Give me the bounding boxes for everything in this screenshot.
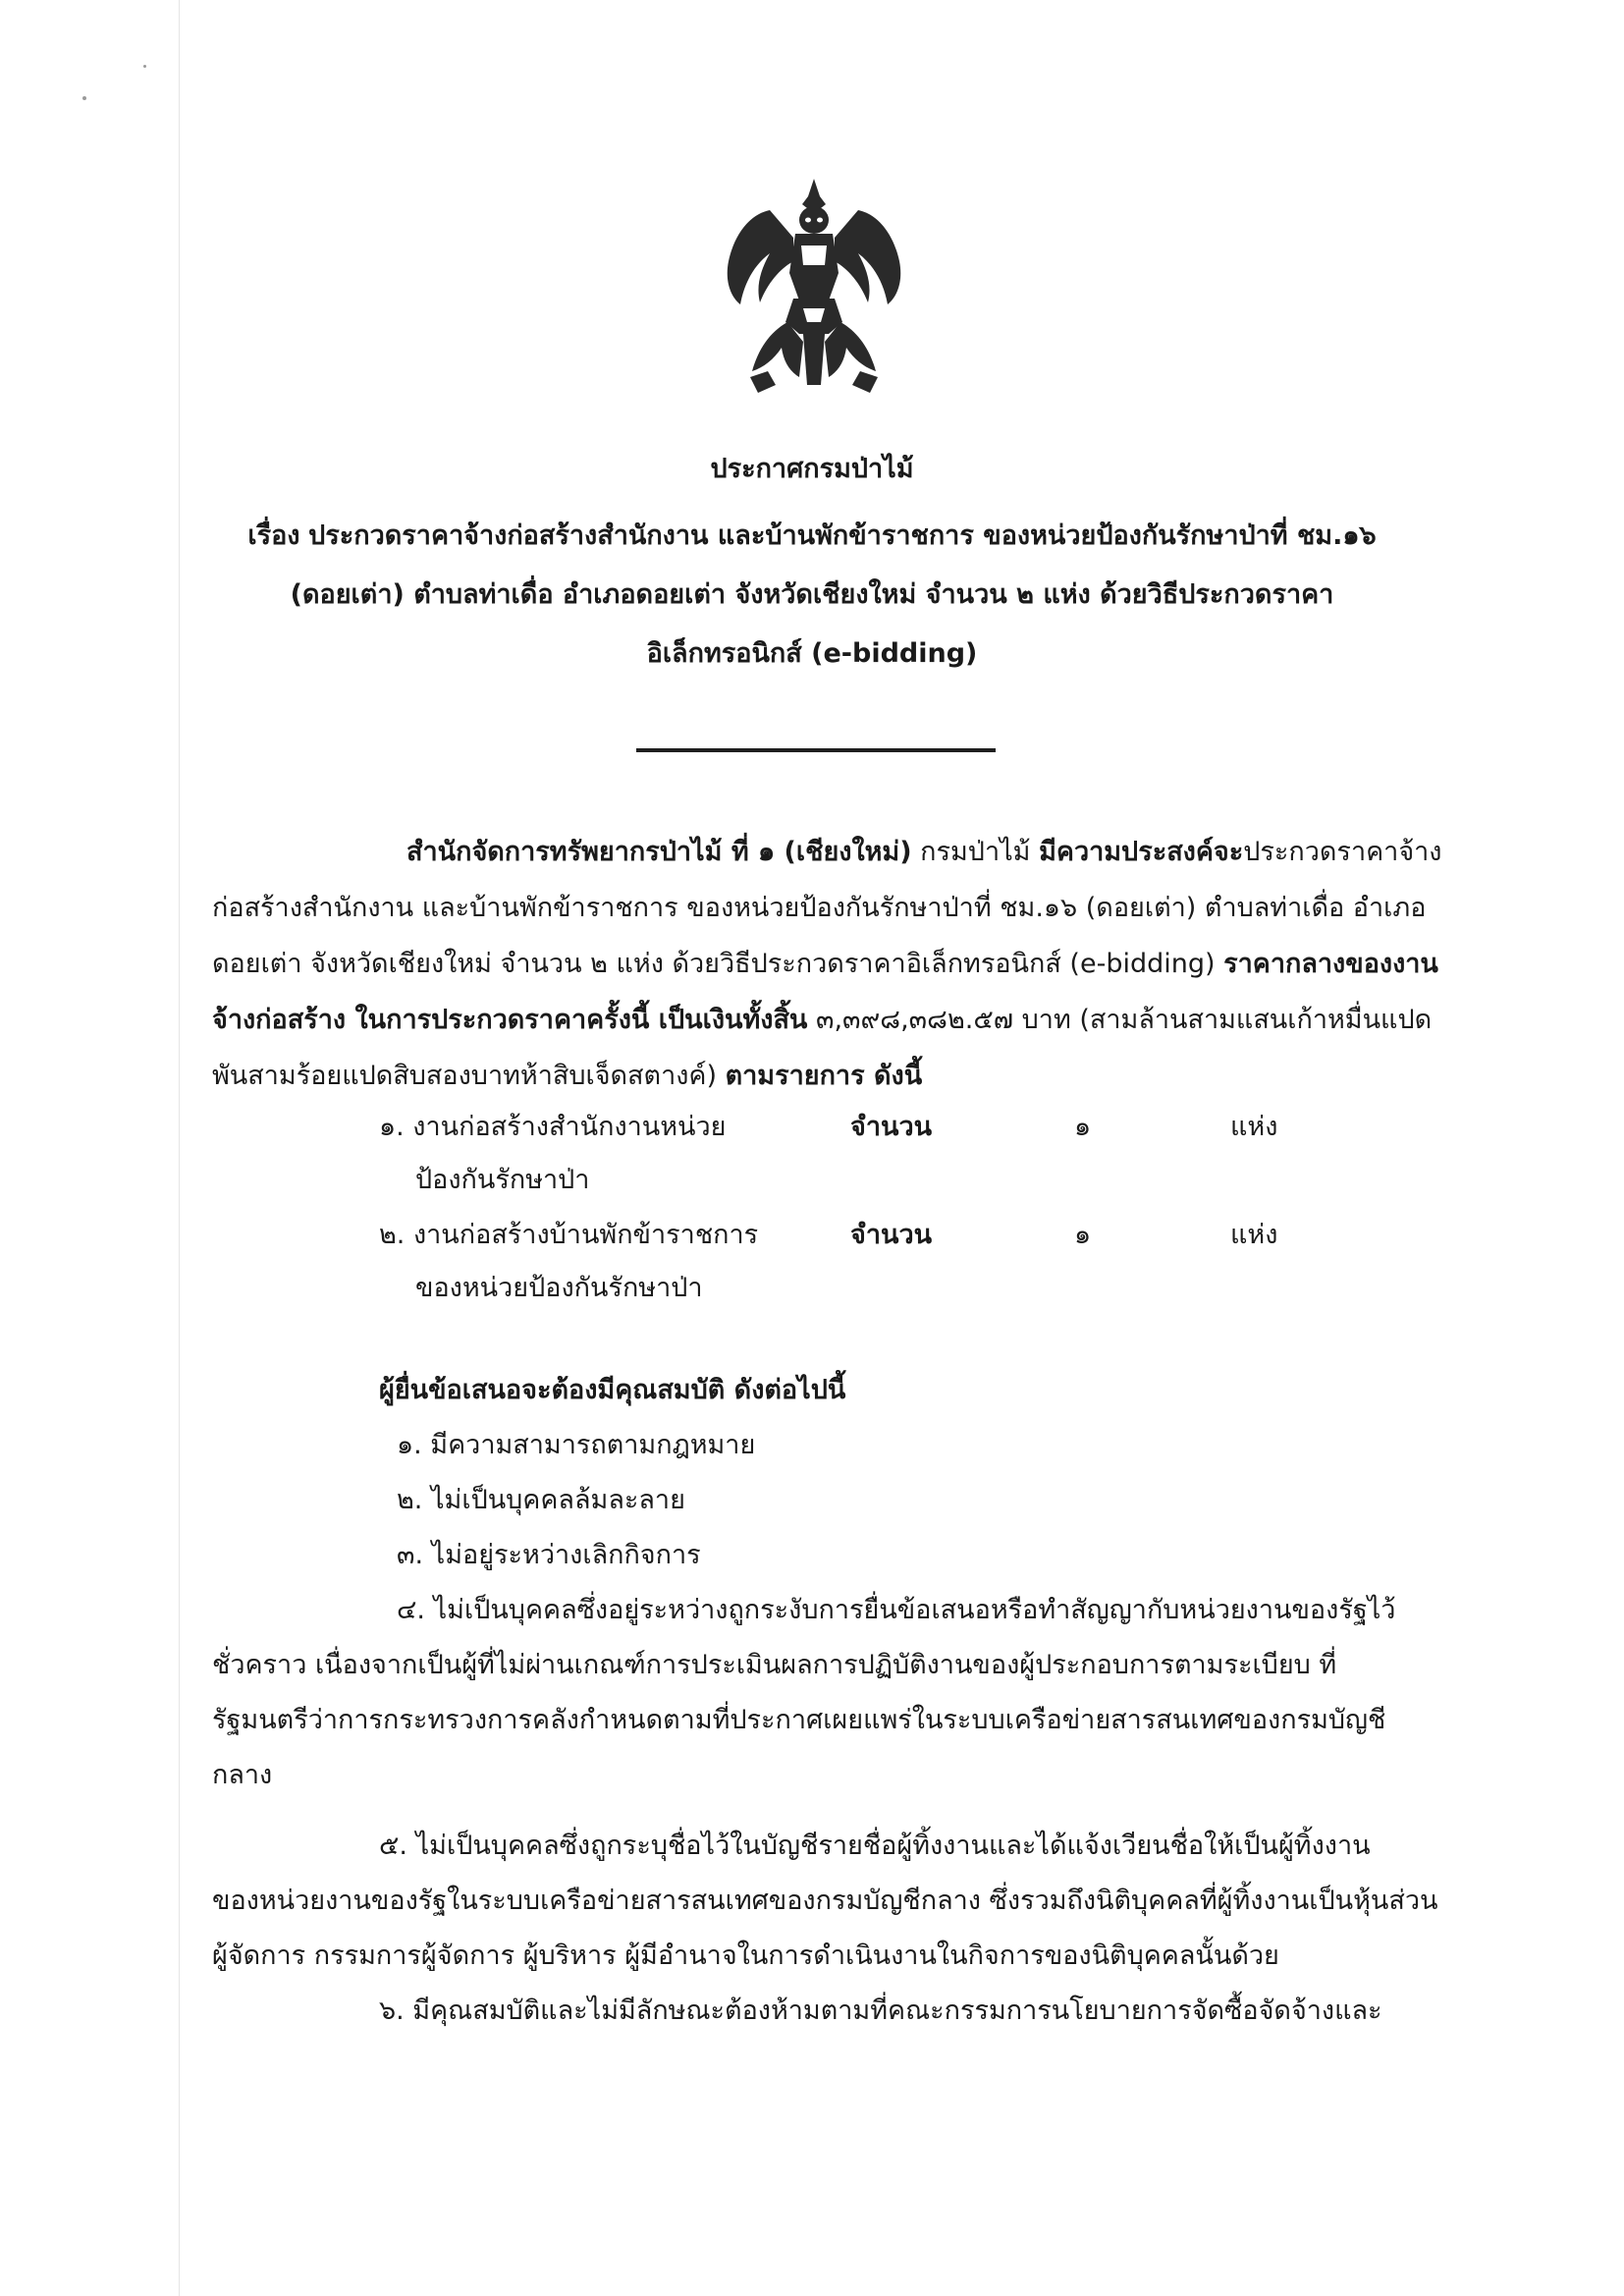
subject-line-1: [0, 517, 1624, 556]
announcement-title: ประกาศกรมป่าไม้: [710, 454, 914, 484]
subject-label: เรื่อง: [247, 520, 300, 551]
intro-total-label: จ้างก่อสร้าง ในการประกวดราคาครั้งนี้ เป็นเงินทั้งสิ้น: [212, 1005, 808, 1035]
item-2-qty: ๑: [1074, 1220, 1092, 1250]
item-2-unit: แห่ง: [1230, 1220, 1278, 1250]
intro-line-2: ก่อสร้างสำนักงาน และบ้านพักข้าราชการ ของหน่วยป้องกันรักษาป่าที่ ชม.๑๖ (ดอยเต่า) ตำบลท่าเดื่อ อำเภอ: [212, 893, 1427, 923]
intro-total-amount: ๓,๓๙๘,๓๘๒.๕๗ บาท (สามล้านสามแสนเก้าหมื่นแปด: [807, 1005, 1433, 1035]
item-1-line-1: ๑. งานก่อสร้างสำนักงานหน่วย: [379, 1112, 727, 1142]
qualification-4-line-2: ชั่วคราว เนื่องจากเป็นผู้ที่ไม่ผ่านเกณฑ์การประเมินผลการปฏิบัติงานของผู้ประกอบการตามระเบียบ ที่: [212, 1650, 1337, 1680]
item-1-qty: ๑: [1074, 1112, 1092, 1142]
intro-department: กรมป่าไม้: [911, 837, 1040, 867]
intro-line-3: [212, 945, 1438, 984]
intro-line-3-text: ดอยเต่า จังหวัดเชียงใหม่ จำนวน ๒ แห่ง ด้วยวิธีประกวดราคาอิเล็กทรอนิกส์ (e-bidding): [212, 949, 1224, 979]
intro-median-price-label: ราคากลางของงาน: [1223, 949, 1438, 979]
subject-text-1: ประกวดราคาจ้างก่อสร้างสำนักงาน และบ้านพักข้าราชการ ของหน่วยป้องกันรักษาป่าที่ ชม.๑๖: [308, 520, 1377, 551]
item-2-qty-label: จำนวน: [850, 1220, 933, 1250]
subject-line-3: อิเล็กทรอนิกส์ (e-bidding): [646, 638, 978, 669]
item-2-line-2: ของหน่วยป้องกันรักษาป่า: [415, 1273, 703, 1303]
qualification-4-line-3: รัฐมนตรีว่าการกระทรวงการคลังกำหนดตามที่ประกาศเผยแพร่ในระบบเครือข่ายสารสนเทศของกรมบัญชี: [212, 1705, 1386, 1735]
qualification-1: ๑. มีความสามารถตามกฎหมาย: [397, 1430, 756, 1460]
intro-bidding: ประกวดราคาจ้าง: [1243, 837, 1442, 867]
intro-line-5: [212, 1057, 922, 1096]
qualification-3: ๓. ไม่อยู่ระหว่างเลิกกิจการ: [397, 1540, 701, 1570]
intro-office: สำนักจัดการทรัพยากรป่าไม้ ที่ ๑ (เชียงใหม่): [406, 837, 912, 867]
scan-speck: [143, 65, 146, 68]
item-1-line-2: ป้องกันรักษาป่า: [415, 1165, 590, 1195]
intro-line-1: [406, 833, 1442, 872]
scan-speck: [82, 96, 86, 100]
qualifications-heading: ผู้ยื่นข้อเสนอจะต้องมีคุณสมบัติ ดังต่อไปนี้: [379, 1375, 846, 1405]
item-1-qty-label: จำนวน: [850, 1112, 933, 1142]
qualification-4-line-1: ๔. ไม่เป็นบุคคลซึ่งอยู่ระหว่างถูกระงับการยื่นข้อเสนอหรือทำสัญญากับหน่วยงานของรัฐไว้: [397, 1595, 1396, 1625]
qualification-5-line-1: ๕. ไม่เป็นบุคคลซึ่งถูกระบุชื่อไว้ในบัญชีรายชื่อผู้ทิ้งงานและได้แจ้งเวียนชื่อให้เป็นผู้ทิ้งงาน: [379, 1831, 1371, 1861]
intro-list-lead: ตามรายการ ดังนี้: [725, 1061, 923, 1091]
qualification-5-line-3: ผู้จัดการ กรรมการผู้จัดการ ผู้บริหาร ผู้มีอำนาจในการดำเนินงานในกิจการของนิติบุคคลนั้นด้วย: [212, 1941, 1279, 1971]
title-divider: [636, 748, 996, 752]
item-1-unit: แห่ง: [1230, 1112, 1278, 1142]
qualification-5-line-2: ของหน่วยงานของรัฐในระบบเครือข่ายสารสนเทศของกรมบัญชีกลาง ซึ่งรวมถึงนิติบุคคลที่ผู้ทิ้งงานเป็นหุ้นส่วน: [212, 1886, 1438, 1916]
intro-line-4: [212, 1001, 1432, 1040]
garuda-emblem-icon: [711, 175, 917, 403]
intro-intent: มีความประสงค์จะ: [1039, 837, 1244, 867]
scan-edge-line: [179, 0, 180, 2296]
item-2-line-1: ๒. งานก่อสร้างบ้านพักข้าราชการ: [379, 1220, 759, 1250]
qualification-6-line-1: ๖. มีคุณสมบัติและไม่มีลักษณะต้องห้ามตามที่คณะกรรมการนโยบายการจัดซื้อจัดจ้างและ: [379, 1995, 1382, 2026]
intro-amount-words: พันสามร้อยแปดสิบสองบาทห้าสิบเจ็ดสตางค์): [212, 1061, 726, 1091]
qualification-2: ๒. ไม่เป็นบุคคลล้มละลาย: [397, 1485, 685, 1515]
subject-line-2: (ดอยเต่า) ตำบลท่าเดื่อ อำเภอดอยเต่า จังหวัดเชียงใหม่ จำนวน ๒ แห่ง ด้วยวิธีประกวดราคา: [290, 579, 1334, 610]
qualification-4-line-4: กลาง: [212, 1760, 273, 1790]
